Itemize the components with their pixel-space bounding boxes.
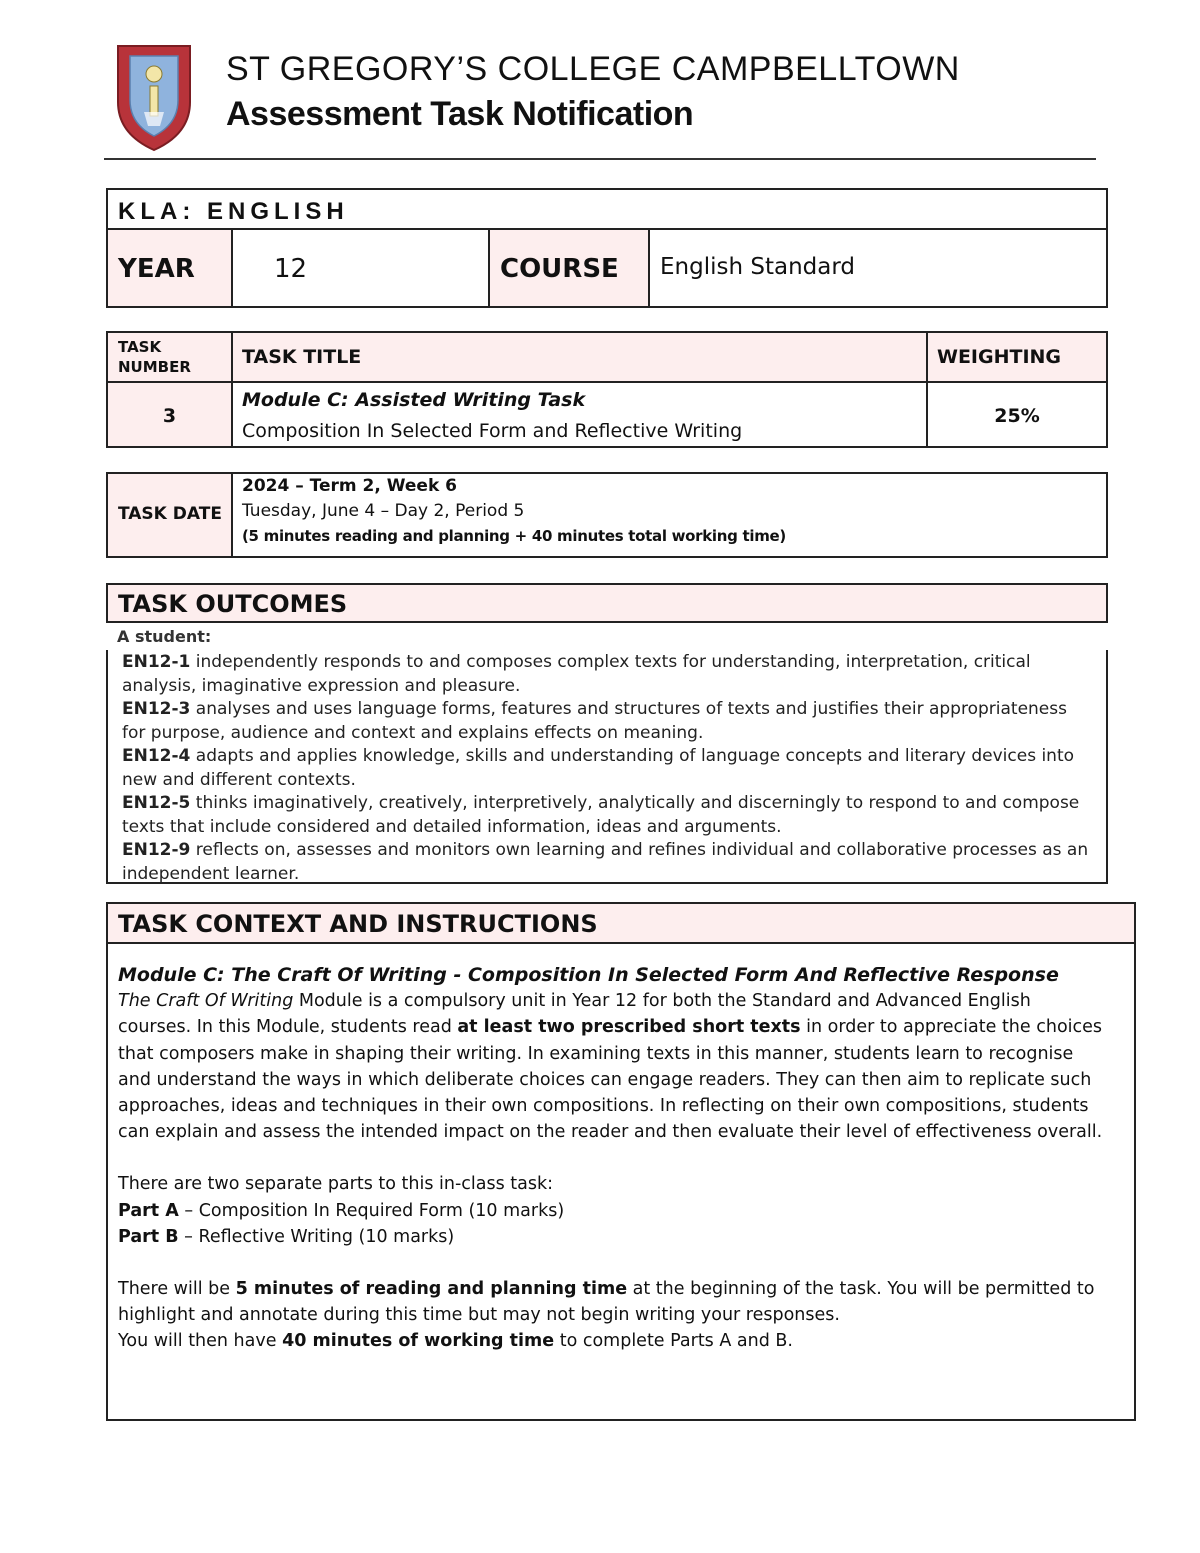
task-title-line2: Composition In Selected Form and Reflective Writing: [242, 420, 743, 442]
context-paragraph-3: There will be 5 minutes of reading and planning time at the beginning of the task. You will be permitted to highlight and annotate during this time but may not begin writing your responses.: [118, 1279, 1095, 1326]
module-heading: Module C: The Craft Of Writing - Composition In Selected Form And Reflective Response: [118, 964, 1059, 986]
kla-label: KLA: ENGLISH: [118, 198, 349, 225]
outcomes-intro: A student:: [117, 627, 212, 646]
task-number-value: 3: [162, 405, 177, 427]
context-paragraph-2: There are two separate parts to this in-class task:: [118, 1174, 554, 1195]
part-a: Part A – Composition In Required Form (10 marks): [118, 1200, 565, 1221]
context-box: [106, 902, 1136, 1421]
outcome-item: EN12-5 thinks imaginatively, creatively, interpretively, analytically and discerningly to respond to and compose texts that include considered and detailed information, ideas and arguments.: [122, 793, 1080, 837]
task-date-table: [106, 472, 1108, 558]
task-date-line3: (5 minutes reading and planning + 40 minutes total working time): [242, 527, 786, 545]
weighting-value: 25%: [994, 405, 1040, 427]
outcome-item: EN12-4 adapts and applies knowledge, skills and understanding of language concepts and literary devices into new and different contexts.: [122, 746, 1075, 790]
outcomes-heading: TASK OUTCOMES: [118, 590, 348, 618]
school-name: ST GREGORY’S COLLEGE CAMPBELLTOWN: [226, 50, 960, 88]
course-label: COURSE: [500, 254, 619, 284]
part-b: Part B – Reflective Writing (10 marks): [118, 1226, 455, 1247]
context-paragraph-4: You will then have 40 minutes of working time to complete Parts A and B.: [118, 1331, 793, 1352]
kla-table: [106, 188, 1108, 308]
task-title-line1: Module C: Assisted Writing Task: [242, 389, 586, 411]
task-number-header: TASK NUMBER: [118, 338, 191, 376]
task-date-line2: Tuesday, June 4 – Day 2, Period 5: [242, 501, 525, 521]
weighting-header: WEIGHTING: [937, 346, 1062, 368]
year-label: YEAR: [118, 254, 195, 284]
outcome-item: EN12-3 analyses and uses language forms, features and structures of texts and justifies their appropriateness for purpose, audience and context and explains effects on meaning.: [122, 699, 1067, 743]
outcome-item: EN12-1 independently responds to and composes complex texts for understanding, interpretation, critical analysis, imaginative expression and pleasure.: [122, 652, 1031, 696]
task-date-line1: 2024 – Term 2, Week 6: [242, 476, 457, 496]
outcomes-heading-box: [106, 583, 1108, 623]
year-value: 12: [274, 254, 308, 284]
header-divider: [104, 158, 1096, 160]
task-table: [106, 331, 1108, 448]
document-title: Assessment Task Notification: [226, 95, 694, 133]
outcome-item: EN12-9 reflects on, assesses and monitors own learning and refines individual and collaborative processes as an independent learner.: [122, 840, 1089, 884]
task-date-label: TASK DATE: [118, 504, 222, 524]
task-title-header: TASK TITLE: [242, 346, 362, 368]
course-value: English Standard: [660, 254, 855, 280]
context-body: [118, 962, 1108, 1355]
outcomes-list: [122, 651, 1094, 886]
context-heading: TASK CONTEXT AND INSTRUCTIONS: [118, 910, 598, 938]
college-crest: [114, 42, 194, 154]
context-paragraph-1: The Craft Of Writing Module is a compulsory unit in Year 12 for both the Standard and Advanced English courses. In this Module, students read at least two prescribed short texts in order to appreciate the choices that composers make in shaping their writing. In examining texts in this manner, students learn to recognise and understand the ways in which deliberate choices can engage readers. They can then aim to replicate such approaches, ideas and techniques in their own compositions. In reflecting on their own compositions, students can explain and assess the intended impact on the reader and then evaluate their level of effectiveness overall.: [118, 991, 1103, 1143]
